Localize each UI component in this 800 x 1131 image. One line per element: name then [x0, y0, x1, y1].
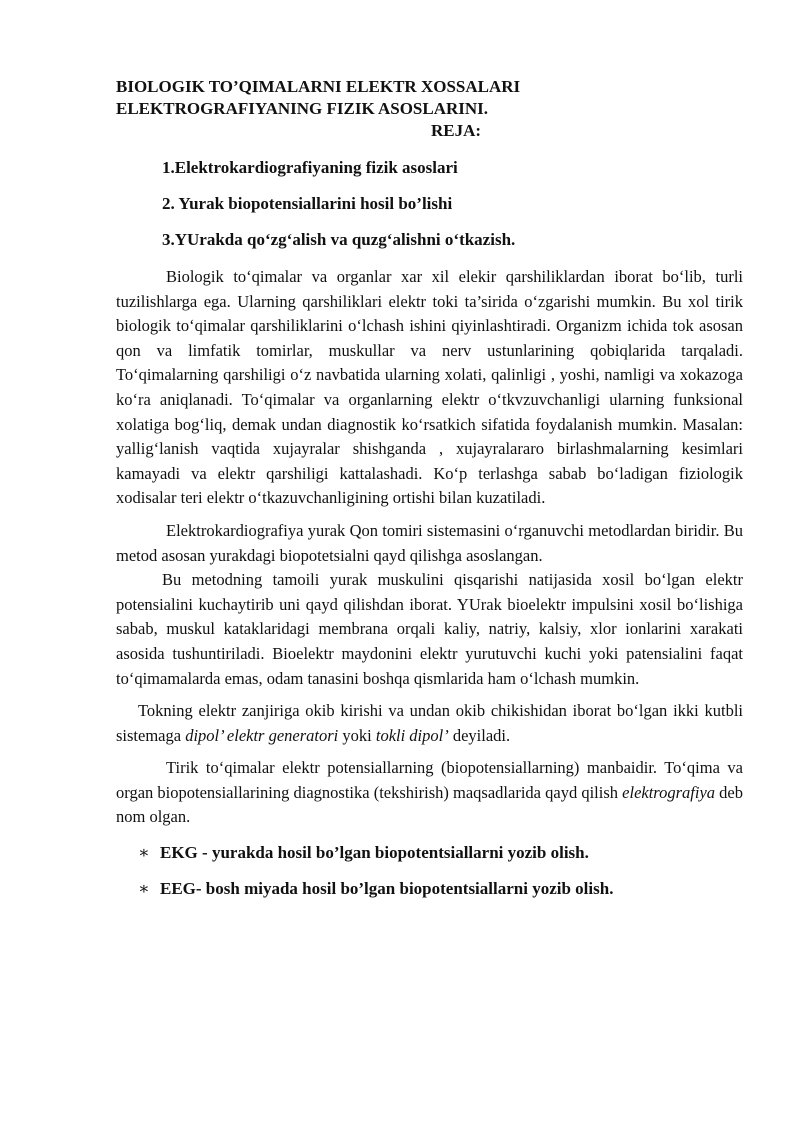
definition-eeg-text: EEG- bosh miyada hosil bo’lgan biopotentsiallarni yozib olish. — [160, 879, 614, 899]
plan-heading: REJA: — [431, 121, 482, 140]
elektrografiya-term: elektrografiya — [622, 782, 716, 802]
tokli-dipol-term: tokli dipol’ — [375, 725, 449, 745]
asterisk-bullet-icon: ∗ — [138, 879, 150, 899]
paragraph-4 — [116, 699, 743, 748]
para5-text-end: deb nom olgan. — [116, 782, 743, 827]
para4-text-end: deyiladi. — [448, 725, 511, 745]
asterisk-bullet-icon: ∗ — [138, 843, 150, 863]
plan-item-3: 3.YUrakda qo‘zg‘alish va quzg‘alishni o‘tkazish. — [162, 230, 516, 249]
document-page — [116, 76, 743, 914]
plan-item-2: 2. Yurak biopotensiallarini hosil bo’lishi — [162, 194, 453, 213]
title-line-2: ELEKTROGRAFIYANING FIZIK ASOSLARINI. — [116, 99, 489, 118]
paragraph-5 — [116, 756, 743, 830]
para4-text-start: Tokning elektr zanjiriga okib kirishi va undan okib chikishidan iborat bo‘lgan ikki kutbli sistemaga — [116, 701, 743, 745]
paragraph-1: Biologik to‘qimalar va organlar xar xil elekir qarshiliklardan iborat bo‘lib, turli tuzilishlarga ega. Ularning qarshiliklari elektr toki ta’sirida o‘zgarishi mumkin. Bu xol tirik biologik to‘qimalar qarshiliklarini o‘lchash ishini qiyinlashtiradi. Organizm ichida tok asosan qon va limfatik tomirlar, muskullar va nerv ustunlarining qobiqlarida tarqaladi. To‘qimalarning qarshiligi o‘z navbatida ularning xolati, qalinligi , yoshi, namligi va xokazoga ko‘ra aniqlanadi. To‘qimalar va organlarning elektr o‘tkvzuvchanligi ularning funksional xolatiga bog‘liq, demak undan diagnostik ko‘rsatkich sifatida foydalanish mumkin. Masalan: yallig‘lanish vaqtida xujayralar shishganda , xujayralararo birlashmalarning kesimlari kamayadi va elektr qarshiligi kattalashadi. Ko‘p terlashga sabab bo‘ladigan fiziologik xodisalar teri elektr o‘tkazuvchanligining ortishi bilan kuzatiladi. — [116, 267, 743, 508]
document-title — [116, 76, 743, 120]
paragraph-3: Bu metodning tamoili yurak muskulini qisqarishi natijasida xosil bo‘lgan elektr potensialini kuchaytirib uni qayd qilishdan iborat. YUrak bioelektr impulsini xosil bo‘lishiga sabab, muskul kataklaridagi membrana orqali kaliy, natriy, kalsiy, xlor ionlarini xarakati asosida tushuntiriladi. Bioelektr maydonini elektr yurutuvchi kuchi yoki patensialini faqat to‘qimamalarda emas, odam tanasini boshqa qismlarida ham o‘lchash mumkin. — [116, 570, 743, 688]
definition-item-ekg — [116, 842, 743, 864]
plan-item-1: 1.Elektrokardiografiyaning fizik asoslari — [162, 158, 458, 177]
paragraph-2: Elektrokardiografiya yurak Qon tomiri sistemasini o‘rganuvchi metodlardan biridir. Bu metod asosan yurakdagi biopotetsialni qayd qilishga asoslangan. — [116, 520, 743, 565]
definition-item-eeg — [116, 878, 743, 900]
definition-ekg-text: EKG - yurakda hosil bo’lgan biopotentsiallarni yozib olish. — [160, 843, 589, 863]
dipol-generator-term: dipol’ elektr generatori — [185, 725, 339, 745]
definition-list — [116, 842, 743, 900]
plan-list — [116, 157, 743, 251]
para4-text-mid: yoki — [338, 725, 376, 745]
para5-text-start: Tirik to‘qimalar elektr potensiallarning (biopotensiallarning) manbaidir. To‘qima va organ biopotensiallarining diagnostika (tekshirish) maqsadlarida qayd qilish — [116, 758, 743, 802]
title-line-1: BIOLOGIK TO’QIMALARNI ELEKTR XOSSALARI — [116, 77, 521, 96]
